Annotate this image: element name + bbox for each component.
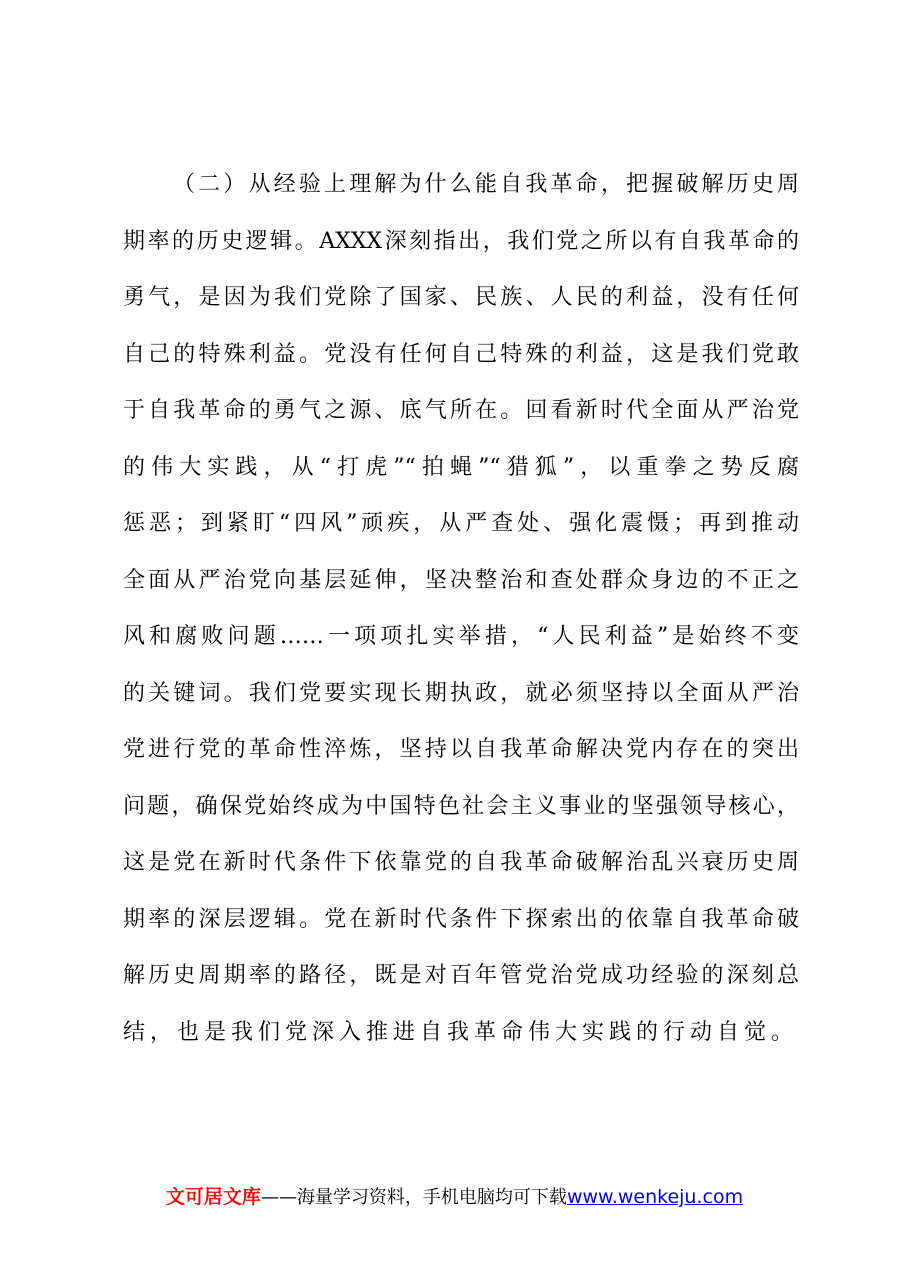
paragraph-line: 风和腐败问题……一项项扎实举措，“人民利益”是始终不变 [123, 624, 799, 649]
footer-brand: 文可居文库 [165, 1186, 261, 1208]
paragraph-line: 这是党在新时代条件下依靠党的自我革命破解治乱兴衰历史周 [123, 850, 799, 875]
paragraph-line: 全面从严治党向基层延伸，坚决整治和查处群众身边的不正之 [123, 567, 799, 593]
footer-tagline: ——海量学习资料，手机电脑均可下载 [260, 1187, 567, 1208]
paragraph-line: 结，也是我们党深入推进自我革命伟大实践的行动自觉。 [123, 1019, 799, 1045]
body-paragraph [123, 163, 799, 1067]
paragraph-line: 勇气，是因为我们党除了国家、民族、人民的利益，没有任何 [123, 285, 799, 310]
paragraph-line: 惩恶；到紧盯“四风”顽疾，从严查处、强化震慑；再到推动 [123, 511, 799, 536]
paragraph-line: 期率的深层逻辑。党在新时代条件下探索出的依靠自我革命破 [123, 906, 799, 932]
paragraph-line: 期率的历史逻辑。AXXX深刻指出，我们党之所以有自我革命的 [123, 228, 799, 254]
paragraph-line: 解历史周期率的路径，既是对百年管党治党成功经验的深刻总 [123, 963, 799, 988]
footer-url-link[interactable]: www.wenkeju.com [566, 1186, 744, 1208]
paragraph-line: （二）从经验上理解为什么能自我革命，把握破解历史周 [173, 172, 799, 197]
paragraph-line: 的伟大实践，从“打虎”“拍蝇”“猎狐”，以重拳之势反腐 [123, 454, 799, 480]
paragraph-line: 党进行党的革命性淬炼，坚持以自我革命解决党内存在的突出 [123, 737, 799, 762]
paragraph-line: 的关键词。我们党要实现长期执政，就必须坚持以全面从严治 [123, 680, 799, 706]
paragraph-line: 自己的特殊利益。党没有任何自己特殊的利益，这是我们党敢 [123, 341, 799, 367]
paragraph-line: 于自我革命的勇气之源、底气所在。回看新时代全面从严治党 [123, 398, 799, 423]
footer-banner [0, 1182, 909, 1209]
paragraph-line: 问题，确保党始终成为中国特色社会主义事业的坚强领导核心， [123, 793, 799, 819]
